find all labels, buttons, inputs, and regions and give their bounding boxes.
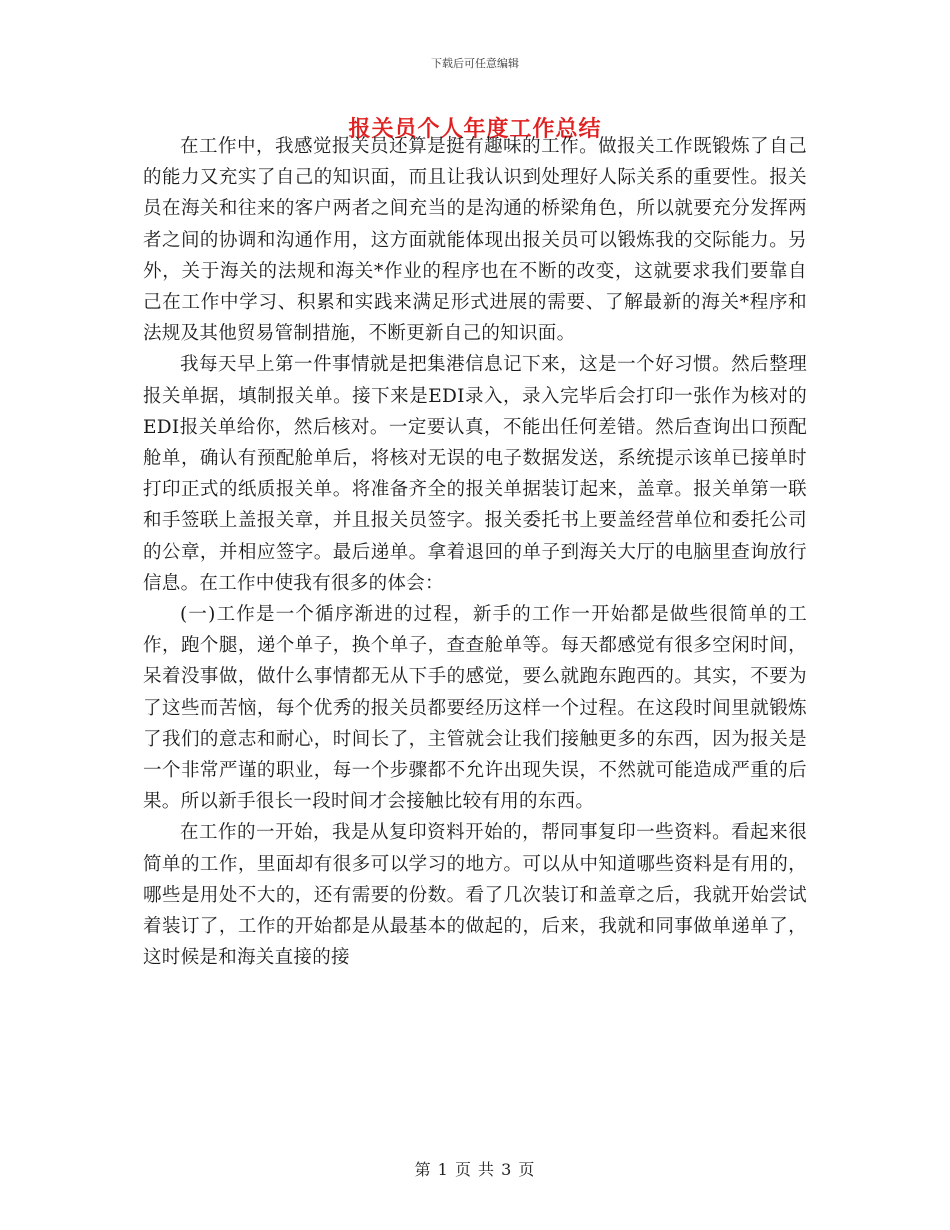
document-title: 报关员个人年度工作总结 bbox=[348, 116, 602, 142]
paragraph-2: 我每天早上第一件事情就是把集港信息记下来，这是一个好习惯。然后整理报关单据，填制报关单。接下来是EDI录入，录入完毕后会打印一张作为核对的EDI报关单给你，然后核对。一定要认真，不能出任何差错。然后查询出口预配舱单，确认有预配舱单后，将核对无误的电子数据发送，系统提示该单已接单时打印正式的纸质报关单。将准备齐全的报关单据装订起来，盖章。报关单第一联和手签联上盖报关章，并且报关员签字。报关委托书上要盖经营单位和委托公司的公章，并相应签字。最后递单。拿着退回的单子到海关大厅的电脑里查询放行信息。在工作中使我有很多的体会： bbox=[143, 354, 807, 594]
page-header-note: 下载后可任意编辑 bbox=[431, 57, 519, 70]
paragraph-1: 在工作中，我感觉报关员还算是挺有趣味的工作。做报关工作既锻炼了自己的能力又充实了自己的知识面，而且让我认识到处理好人际关系的重要性。报关员在海关和往来的客户两者之间充当的是沟通的桥梁角色，所以就要充分发挥两者之间的协调和沟通作用，这方面就能体现出报关员可以锻炼我的交际能力。另外，关于海关的法规和海关*作业的程序也在不断的改变，这就要求我们要靠自己在工作中学习、积累和实践来满足形式进展的需要、了解最新的海关*程序和法规及其他贸易管制措施，不断更新自己的知识面。 bbox=[143, 136, 807, 345]
paragraph-3: (一)工作是一个循序渐进的过程，新手的工作一开始都是做些很简单的工作，跑个腿，递个单子，换个单子，查查舱单等。每天都感觉有很多空闲时间，呆着没事做，做什么事情都无从下手的感觉，要么就跑东跑西的。其实，不要为了这些而苦恼，每个优秀的报关员都要经历这样一个过程。在这段时间里就锻炼了我们的意志和耐心，时间长了，主管就会让我们接触更多的东西，因为报关是一个非常严谨的职业，每一个步骤都不允许出现失误，不然就可能造成严重的后果。所以新手很长一段时间才会接触比较有用的东西。 bbox=[143, 604, 807, 813]
page-number-label: 第 1 页 共 3 页 bbox=[414, 1160, 536, 1179]
paragraph-4: 在工作的一开始，我是从复印资料开始的，帮同事复印一些资料。看起来很简单的工作，里面却有很多可以学习的地方。可以从中知道哪些资料是有用的，哪些是用处不大的，还有需要的份数。看了几次装订和盖章之后，我就开始尝试着装订了，工作的开始都是从最基本的做起的，后来，我就和同事做单递单了，这时候是和海关直接的接 bbox=[143, 822, 807, 969]
document-body bbox=[143, 131, 807, 973]
page-footer bbox=[0, 1157, 950, 1180]
